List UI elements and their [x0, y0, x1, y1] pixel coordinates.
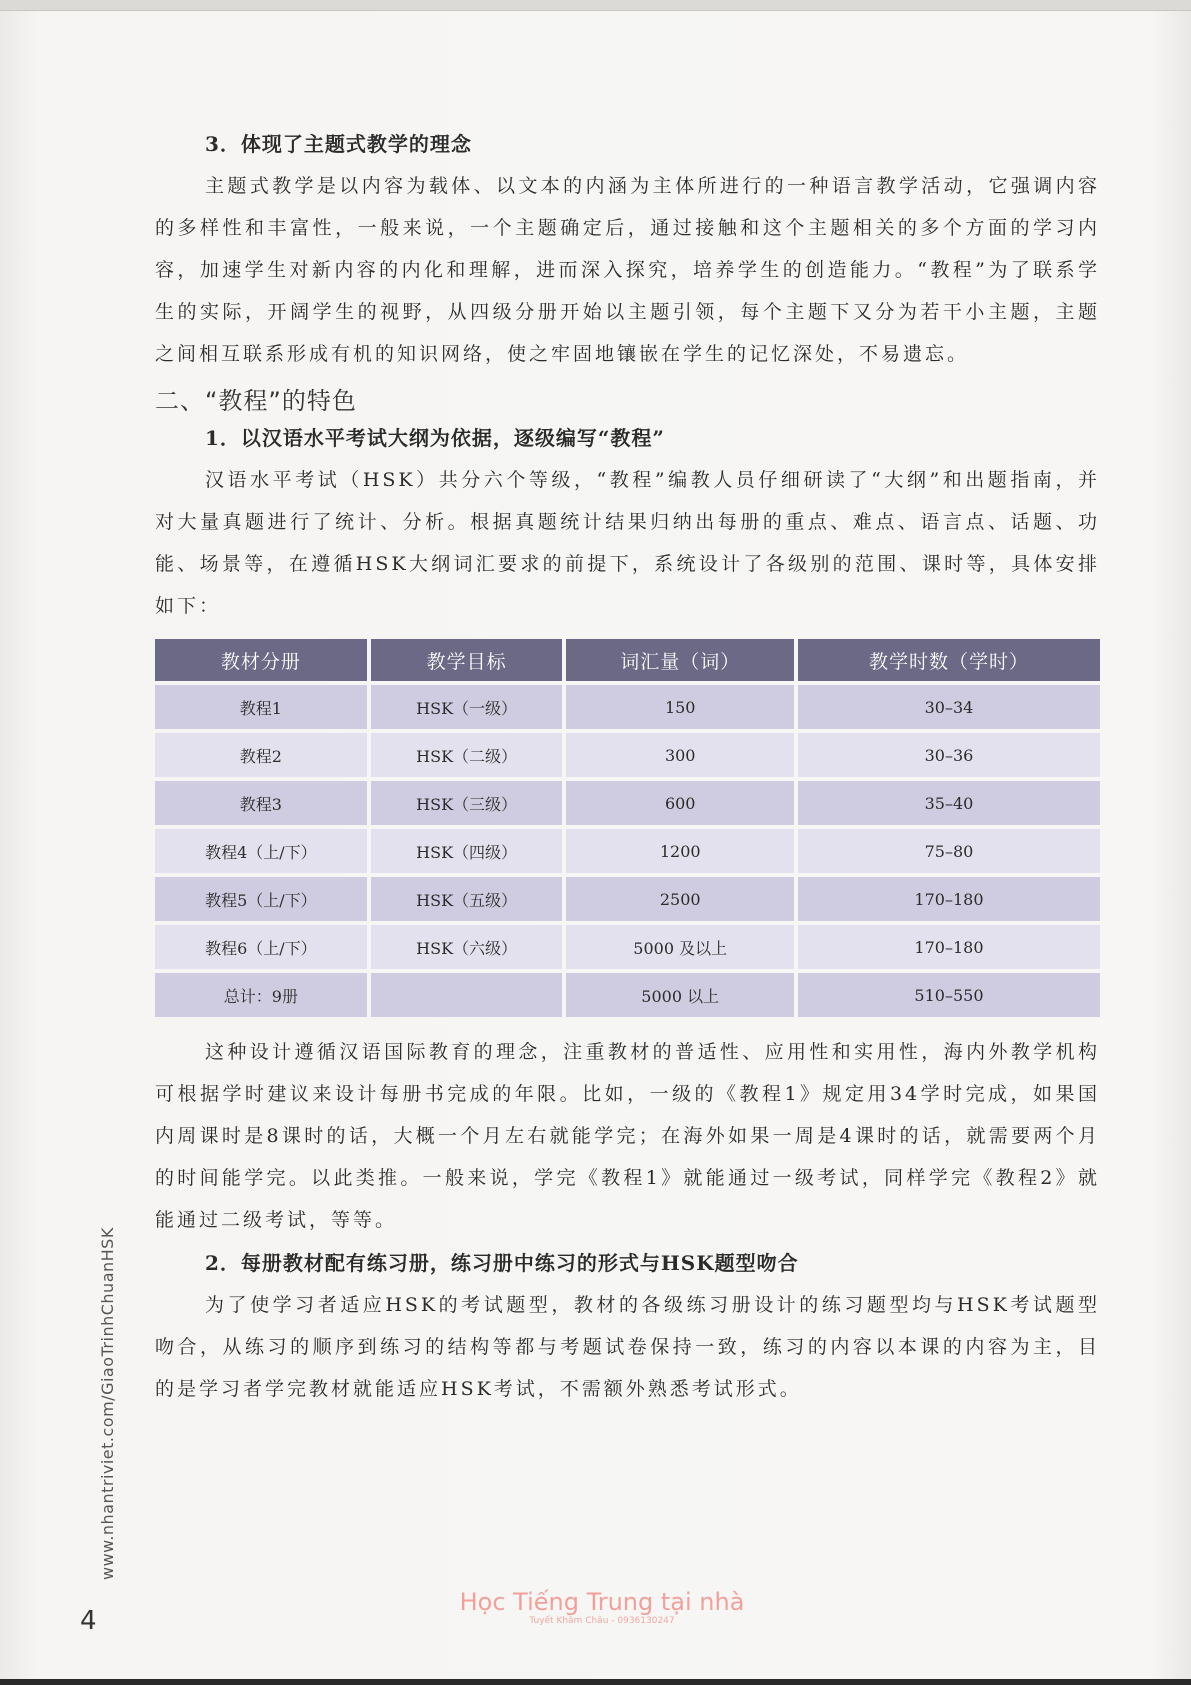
heading-theme-teaching: 3．体现了主题式教学的理念	[205, 132, 472, 156]
table-cell: 30–34	[798, 685, 1100, 729]
sidebar-url: www.nhantriviet.com/GiaoTrinhChuanHSK	[98, 1227, 117, 1580]
table-cell: 510–550	[798, 973, 1100, 1017]
table-cell: 600	[566, 781, 793, 825]
table-cell: 170–180	[798, 925, 1100, 969]
table-row	[155, 781, 1100, 825]
table-row	[155, 829, 1100, 873]
table-header-row	[155, 639, 1100, 681]
main-content	[155, 122, 1100, 1410]
bottom-edge	[0, 1679, 1191, 1685]
table-row	[155, 685, 1100, 729]
page-number: 4	[80, 1606, 97, 1636]
top-edge	[0, 0, 1191, 11]
table-cell: 2500	[566, 877, 793, 921]
table-cell: 170–180	[798, 877, 1100, 921]
table-cell: 总计：9册	[155, 973, 367, 1017]
table-cell: 教程6（上/下）	[155, 925, 367, 969]
table-total-row	[155, 973, 1100, 1017]
table-cell: HSK（五级）	[371, 877, 563, 921]
header-hours: 教学时数（学时）	[798, 639, 1100, 681]
curriculum-table	[151, 635, 1104, 1021]
heading-workbook: 2．每册教材配有练习册，练习册中练习的形式与HSK题型吻合	[205, 1251, 799, 1275]
table-cell: HSK（二级）	[371, 733, 563, 777]
table-cell: 教程4（上/下）	[155, 829, 367, 873]
table-cell: HSK（一级）	[371, 685, 563, 729]
table-cell: 教程5（上/下）	[155, 877, 367, 921]
table-cell: 5000 以上	[566, 973, 793, 1017]
paragraph-hsk-levels: 汉语水平考试（HSK）共分六个等级，“教程”编教人员仔细研读了“大纲”和出题指南，并对大量真题进行了统计、分析。根据真题统计结果归纳出每册的重点、难点、语言点、话题、功能、场景等，在遵循HSK大纲词汇要求的前提下，系统设计了各级别的范围、课时等，具体安排如下：	[155, 469, 1100, 617]
header-vocabulary: 词汇量（词）	[566, 639, 793, 681]
header-textbook: 教材分册	[155, 639, 367, 681]
table-cell: HSK（三级）	[371, 781, 563, 825]
table-cell: 300	[566, 733, 793, 777]
watermark	[452, 1588, 752, 1626]
paragraph-design-concept: 这种设计遵循汉语国际教育的理念，注重教材的普适性、应用性和实用性，海内外教学机构可根据学时建议来设计每册书完成的年限。比如，一级的《教程1》规定用34学时完成，如果国内周课时是8课时的话，大概一个月左右就能学完；在海外如果一周是4课时的话，就需要两个月的时间能学完。以此类推。一般来说，学完《教程1》就能通过一级考试，同样学完《教程2》就能通过二级考试，等等。	[155, 1041, 1100, 1231]
watermark-title: Học Tiếng Trung tại nhà	[459, 1588, 745, 1616]
table-cell: 教程3	[155, 781, 367, 825]
watermark-subtitle: Tuyết Khâm Châu - 0936130247	[529, 1616, 675, 1626]
table-cell: 教程1	[155, 685, 367, 729]
table-cell: 75–80	[798, 829, 1100, 873]
table-cell	[371, 973, 563, 1017]
heading-hsk-syllabus: 1．以汉语水平考试大纲为依据，逐级编写“教程”	[205, 426, 665, 450]
paragraph-workbook: 为了使学习者适应HSK的考试题型，教材的各级练习册设计的练习题型均与HSK考试题型吻合，从练习的顺序到练习的结构等都与考题试卷保持一致，练习的内容以本课的内容为主，目的是学习者学完教材就能适应HSK考试，不需额外熟悉考试形式。	[155, 1294, 1100, 1400]
table-cell: HSK（四级）	[371, 829, 563, 873]
table-cell: 30–36	[798, 733, 1100, 777]
table-cell: 5000 及以上	[566, 925, 793, 969]
table-cell: 1200	[566, 829, 793, 873]
paragraph-theme-teaching: 主题式教学是以内容为载体、以文本的内涵为主体所进行的一种语言教学活动，它强调内容的多样性和丰富性，一般来说，一个主题确定后，通过接触和这个主题相关的多个方面的学习内容，加速学生对新内容的内化和理解，进而深入探究，培养学生的创造能力。“教程”为了联系学生的实际，开阔学生的视野，从四级分册开始以主题引领，每个主题下又分为若干小主题，主题之间相互联系形成有机的知识网络，使之牢固地镶嵌在学生的记忆深处，不易遗忘。	[155, 175, 1100, 365]
table-cell: 35–40	[798, 781, 1100, 825]
table-cell: HSK（六级）	[371, 925, 563, 969]
section-title-features: 二、“教程”的特色	[155, 387, 357, 415]
header-target: 教学目标	[371, 639, 563, 681]
table-cell: 150	[566, 685, 793, 729]
table-cell: 教程2	[155, 733, 367, 777]
table-row	[155, 877, 1100, 921]
table-row	[155, 925, 1100, 969]
table-row	[155, 733, 1100, 777]
